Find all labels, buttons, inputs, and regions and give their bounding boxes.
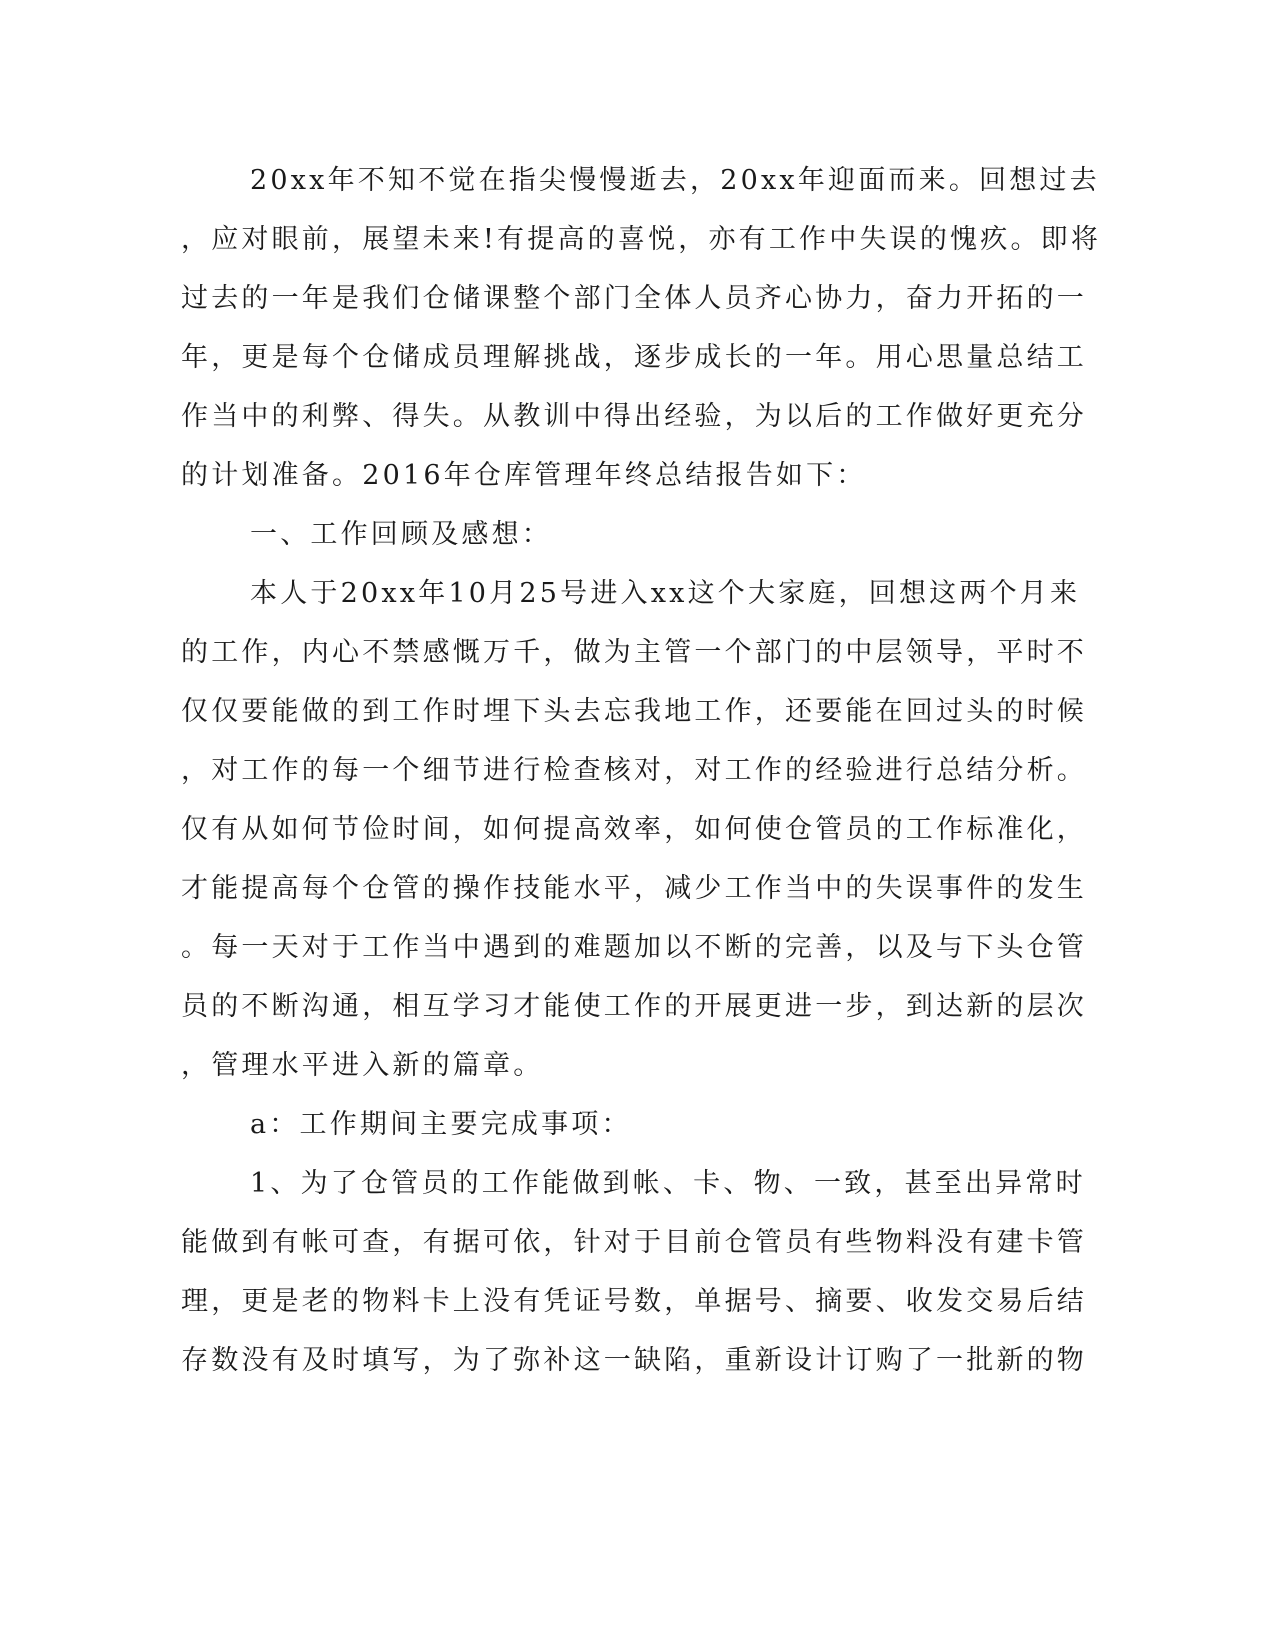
text-line: 才能提高每个仓管的操作技能水平，减少工作当中的失误事件的发生 — [181, 873, 1087, 904]
text-line: 20xx年不知不觉在指尖慢慢逝去，20xx年迎面而来。回想过去 — [250, 165, 1100, 196]
text-line: 仅仅要能做的到工作时埋下头去忘我地工作，还要能在回过头的时候 — [181, 696, 1087, 727]
text-line: ，应对眼前，展望未来!有提高的喜悦，亦有工作中失误的愧疚。即将 — [181, 224, 1102, 255]
text-line: a：工作期间主要完成事项： — [250, 1109, 632, 1140]
text-line: 的计划准备。2016年仓库管理年终总结报告如下： — [181, 460, 867, 491]
text-line: ，管理水平进入新的篇章。 — [181, 1050, 544, 1081]
text-line: 的工作，内心不禁感慨万千，做为主管一个部门的中层领导，平时不 — [181, 637, 1087, 668]
text-line: 一、工作回顾及感想： — [250, 519, 552, 550]
text-line: ，对工作的每一个细节进行检查核对，对工作的经验进行总结分析。 — [181, 755, 1087, 786]
text-line: 存数没有及时填写，为了弥补这一缺陷，重新设计订购了一批新的物 — [181, 1345, 1087, 1376]
body-text — [181, 161, 1102, 1400]
text-line: 。每一天对于工作当中遇到的难题加以不断的完善，以及与下头仓管 — [181, 932, 1087, 963]
text-line: 1、为了仓管员的工作能做到帐、卡、物、一致，甚至出异常时 — [250, 1168, 1086, 1199]
text-line: 能做到有帐可查，有据可依，针对于目前仓管员有些物料没有建卡管 — [181, 1227, 1087, 1258]
text-line: 本人于20xx年10月25号进入xx这个大家庭，回想这两个月来 — [250, 578, 1081, 609]
text-line: 仅有从如何节俭时间，如何提高效率，如何使仓管员的工作标准化， — [181, 814, 1087, 845]
text-line: 员的不断沟通，相互学习才能使工作的开展更进一步，到达新的层次 — [181, 991, 1087, 1022]
text-line: 理，更是老的物料卡上没有凭证号数，单据号、摘要、收发交易后结 — [181, 1286, 1087, 1317]
text-line: 年，更是每个仓储成员理解挑战，逐步成长的一年。用心思量总结工 — [181, 342, 1087, 373]
text-line: 作当中的利弊、得失。从教训中得出经验，为以后的工作做好更充分 — [181, 401, 1087, 432]
text-line: 过去的一年是我们仓储课整个部门全体人员齐心协力，奋力开拓的一 — [181, 283, 1087, 314]
